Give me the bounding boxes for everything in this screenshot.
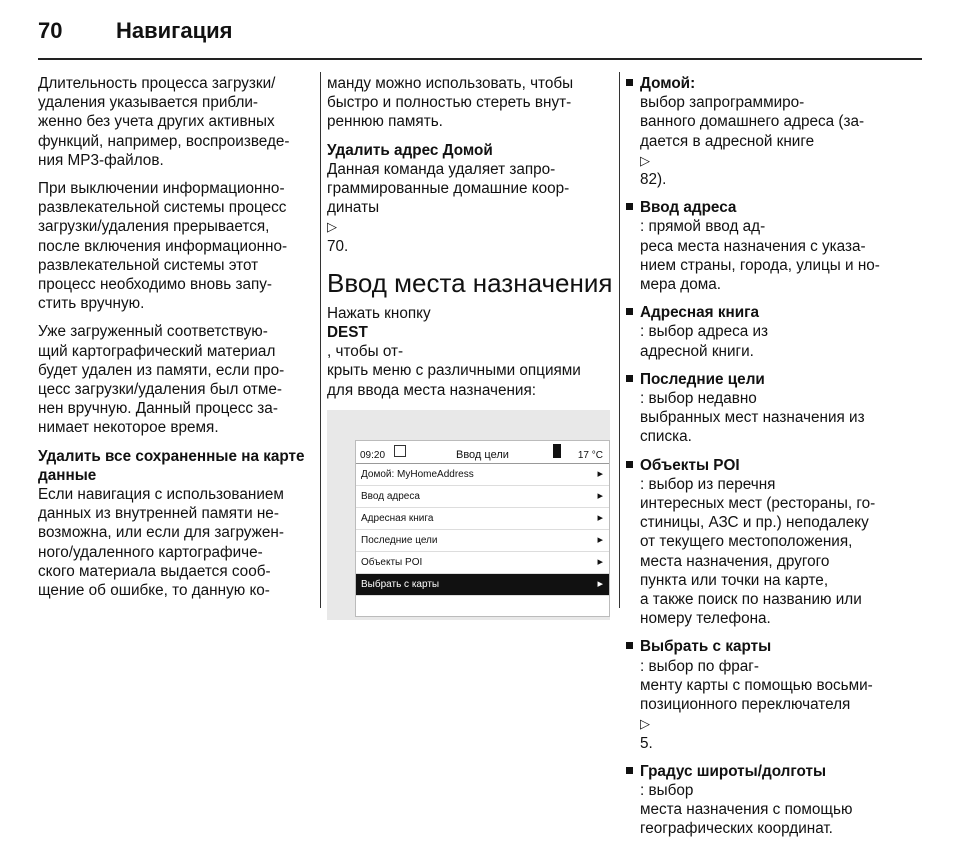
- page-number: 70: [38, 18, 63, 43]
- paragraph: Длительность процесса загрузки/ удаления указывается прибли- женно без учета других активных функций, например, воспроизведе- ния MP3-файлов.: [38, 75, 290, 169]
- screen-title: Ввод цели: [456, 448, 509, 461]
- paragraph: Нажать кнопку DEST , чтобы от- крыть меню с различными опциями для ввода места назначения:: [327, 304, 581, 399]
- list-item: Объекты POI : выбор из перечня интересных мест (рестораны, го- стиницы, АЗС и пр.) неподалеку от текущего местоположения, места назначения, другого пункта или точки на карте, а также поиск по названию или номеру телефона.: [626, 456, 926, 629]
- list-item: Градус широты/долготы : выбор места назначения с помощью географических координат.: [626, 762, 926, 839]
- left-column: [38, 74, 310, 609]
- bullet-icon: [626, 79, 633, 86]
- bullet-icon: [626, 375, 633, 382]
- paragraph: Уже загруженный соответствую- щий картографический материал будет удален из памяти, если про- цесс загрузки/удаления был отме- нен вручную. Данный процесс за- нимает некоторое время.: [38, 323, 285, 437]
- menu-item[interactable]: [356, 464, 609, 486]
- menu-item[interactable]: [356, 530, 609, 552]
- paragraph: При выключении информационно- развлекательной системы процесс загрузки/удаления прерывается, после включения информационно- развлекательной системы этот процесс необходимо вновь запу- стить вручную.: [38, 180, 288, 313]
- bullet-icon: [626, 461, 633, 468]
- menu-item-label: Объекты POI: [361, 556, 423, 568]
- temperature: 17 °C: [577, 449, 603, 461]
- header-rule: [38, 58, 922, 60]
- right-column: [626, 74, 926, 848]
- page-header: [0, 0, 960, 60]
- chevron-right-icon: ▸: [597, 555, 603, 568]
- middle-column: [327, 74, 613, 620]
- paragraph: манду можно использовать, чтобы быстро и полностью стереть внут- реннюю память.: [327, 75, 574, 131]
- paragraph: Данная команда удаляет запро- граммированные домашние коор- динаты ▷ 70.: [327, 160, 613, 256]
- bullet-icon: [626, 642, 633, 649]
- bullet-icon: [626, 308, 633, 315]
- page-ref-icon: ▷: [640, 716, 650, 732]
- menu-item[interactable]: [356, 486, 609, 508]
- column-divider-2: [619, 72, 620, 608]
- list-item: Ввод адреса : прямой ввод ад- реса места назначения с указа- нием страны, города, улицы и но- мера дома.: [626, 198, 926, 294]
- list-item: Адресная книга : выбор адреса из адресной книги.: [626, 303, 926, 361]
- page-ref-icon: ▷: [327, 219, 337, 235]
- chevron-right-icon: ▸: [597, 467, 603, 480]
- menu-item-label: Адресная книга: [361, 512, 434, 524]
- menu-item-label: Домой: MyHomeAddress: [361, 468, 474, 480]
- paragraph: Если навигация с использованием данных из внутренней памяти не- возможна, или если для загружен- ного/удаленного картографиче- ского материала выдается сооб- щение об ошибке, то данную ко-: [38, 486, 284, 600]
- check-icon: [394, 445, 406, 457]
- display-screenshot: [327, 410, 610, 620]
- screen-status-bar: [356, 441, 609, 464]
- menu-item[interactable]: [356, 574, 609, 596]
- chevron-right-icon: ▸: [597, 489, 603, 502]
- thermometer-icon: [553, 444, 561, 458]
- bullet-icon: [626, 767, 633, 774]
- chevron-right-icon: ▸: [597, 511, 603, 524]
- menu-item-label: Выбрать с карты: [361, 578, 440, 590]
- bullet-icon: [626, 203, 633, 210]
- section-heading: Удалить все сохраненные на карте данные: [38, 447, 305, 484]
- menu-item[interactable]: [356, 552, 609, 574]
- chevron-right-icon: ▸: [597, 533, 603, 546]
- menu-item-label: Последние цели: [361, 534, 438, 546]
- page-ref-icon: ▷: [640, 152, 650, 168]
- section-heading: Удалить адрес Домой: [327, 141, 493, 159]
- chevron-right-icon: ▸: [597, 577, 603, 590]
- dest-key: DEST: [327, 324, 368, 342]
- list-item: Выбрать с карты : выбор по фраг- менту карты с помощью восьми- позиционного переключателя ▷ 5.: [626, 637, 926, 752]
- list-item: Последние цели : выбор недавно выбранных мест назначения из списка.: [626, 370, 926, 447]
- chapter-heading: Ввод места назначения: [327, 267, 613, 298]
- list-item: Домой: выбор запрограммиро- ванного домашнего адреса (за- дается в адресной книге ▷ 82).: [626, 74, 926, 189]
- column-divider-1: [320, 72, 321, 608]
- page-title: Навигация: [116, 18, 233, 43]
- menu-item-label: Ввод адреса: [361, 490, 420, 502]
- destination-menu-screen: [355, 440, 610, 617]
- clock: 09:20: [360, 449, 386, 461]
- menu-item[interactable]: [356, 508, 609, 530]
